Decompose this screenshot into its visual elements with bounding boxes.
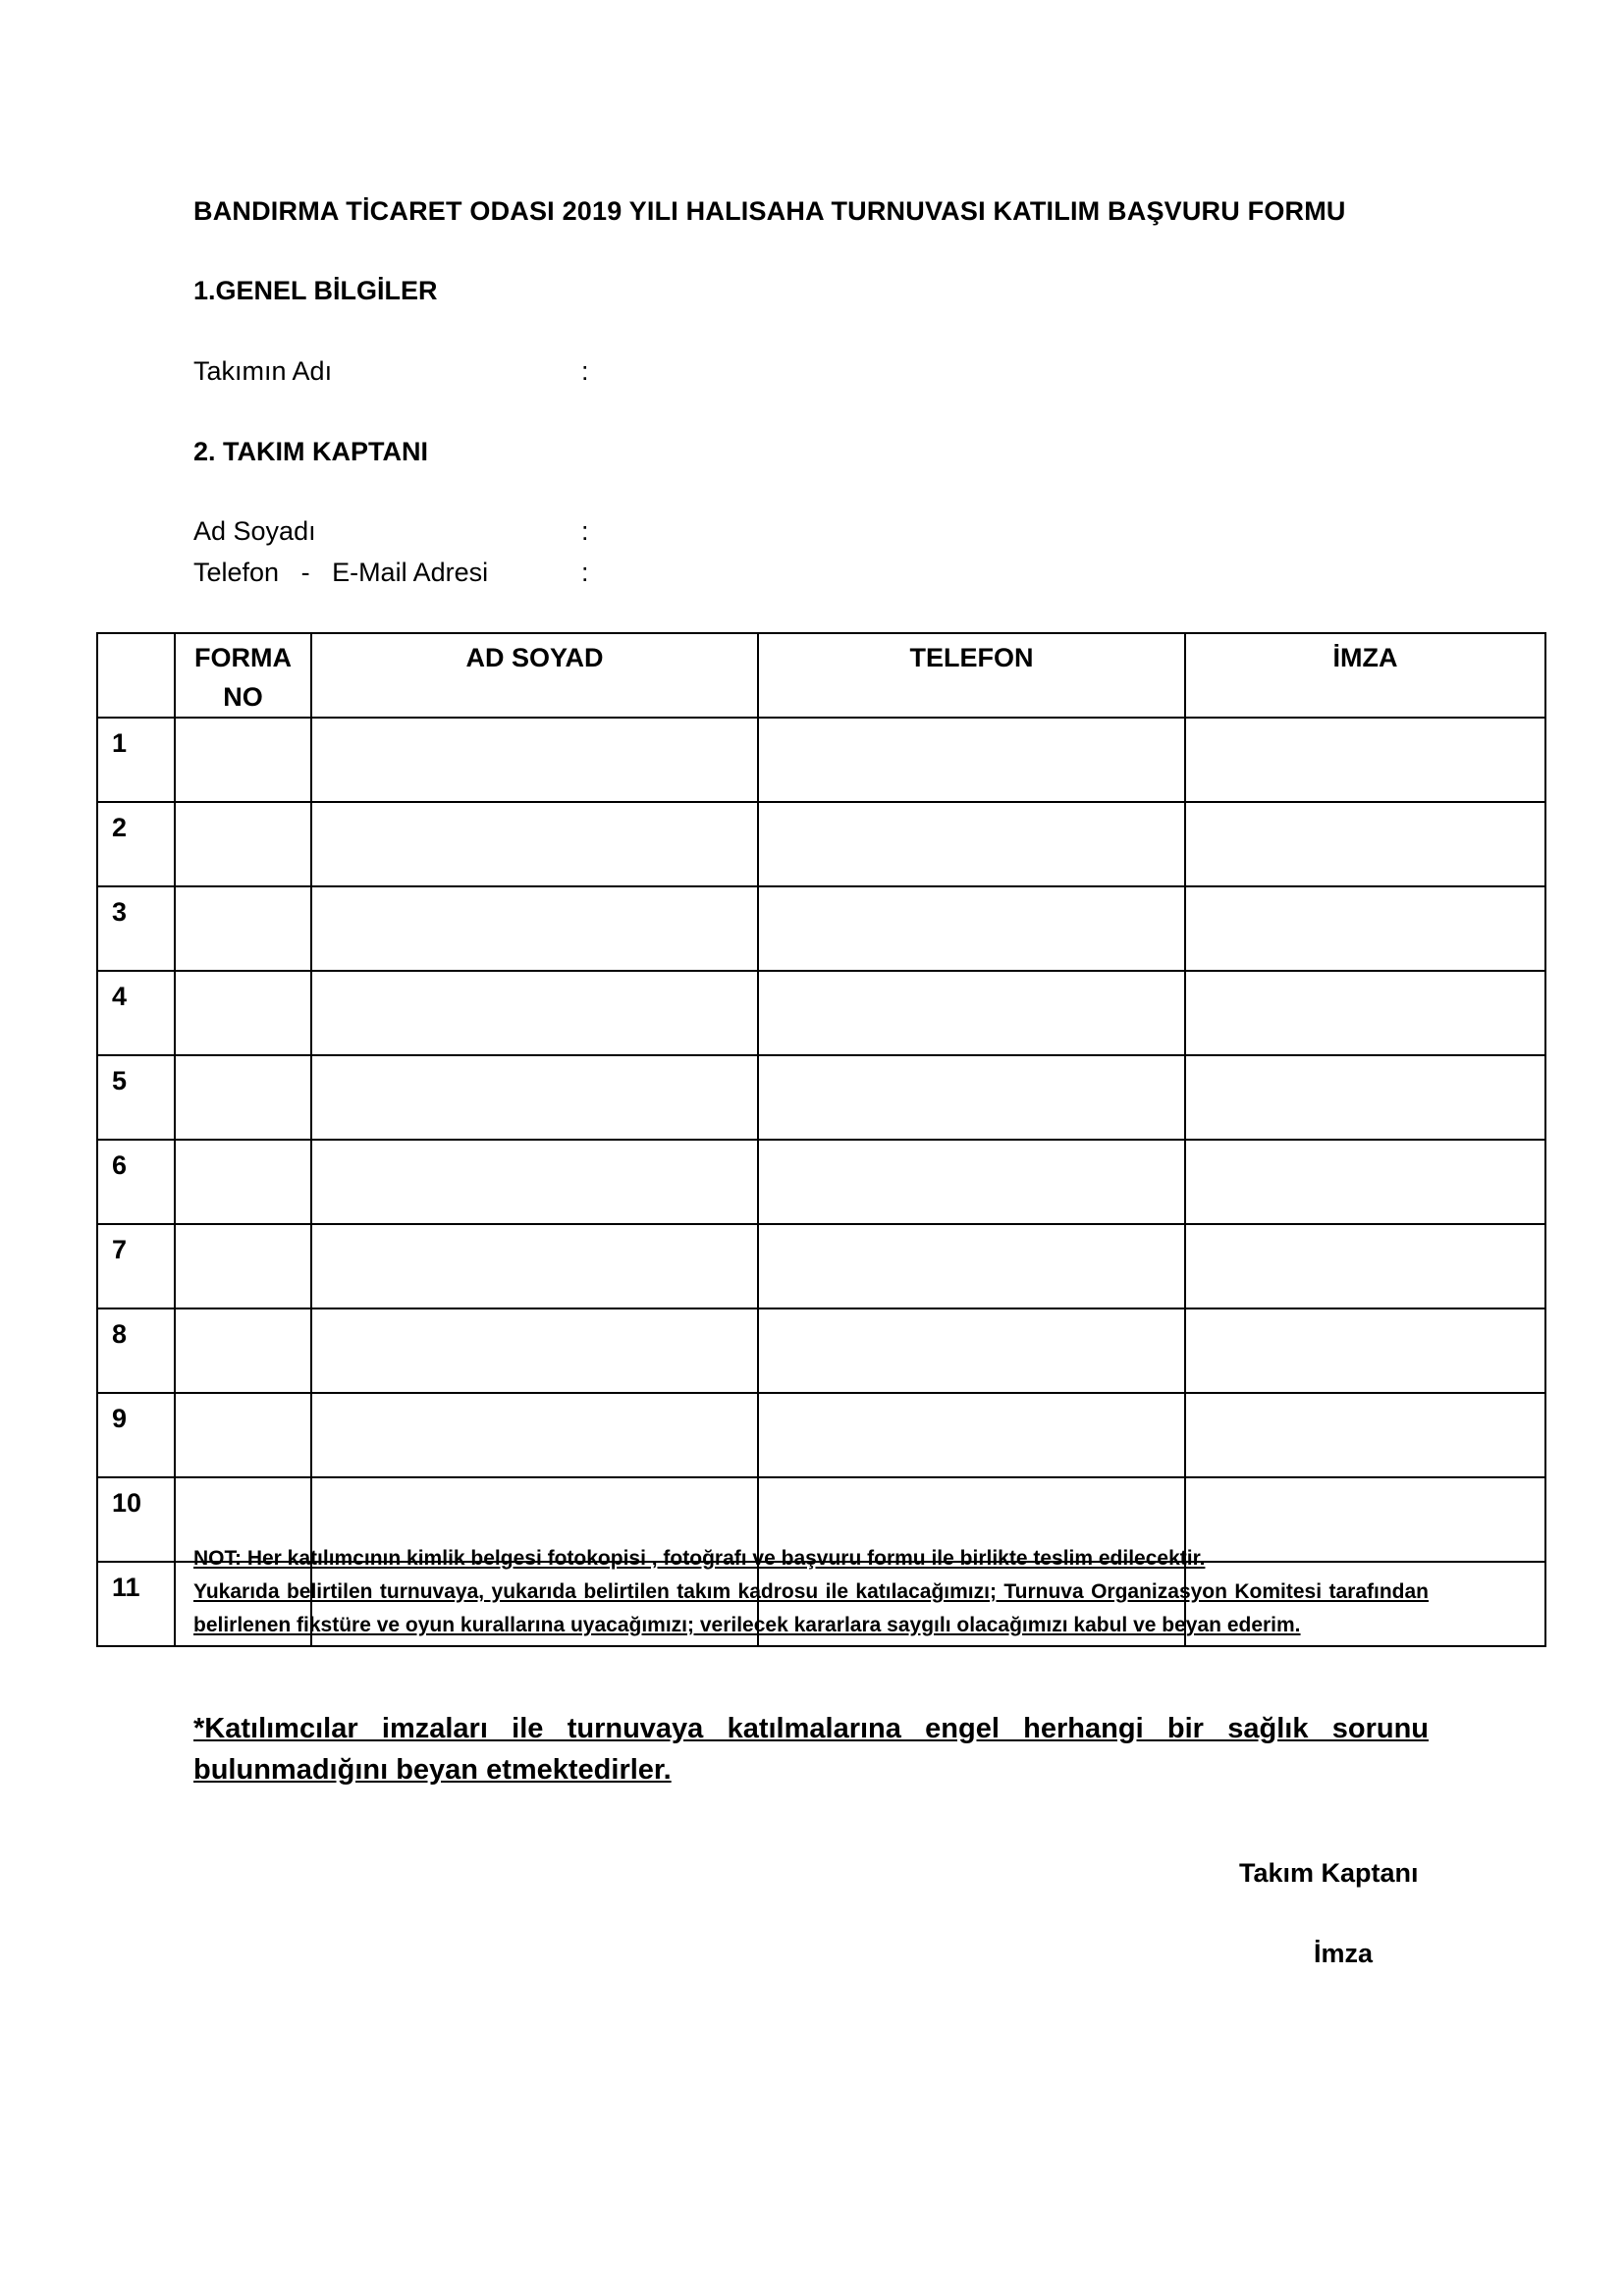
team-name-colon: :	[581, 356, 589, 386]
section-team-captain-heading: 2. TAKIM KAPTANI	[193, 437, 428, 466]
table-header-row	[97, 633, 1545, 718]
captain-contact-label: Telefon - E-Mail Adresi	[193, 558, 489, 587]
row-number: 4	[97, 971, 175, 1055]
row-number: 2	[97, 802, 175, 886]
jersey-number-cell[interactable]	[175, 1224, 311, 1308]
signature-cell[interactable]	[1185, 802, 1545, 886]
header-phone: TELEFON	[758, 633, 1185, 718]
signature-cell[interactable]	[1185, 971, 1545, 1055]
row-number: 6	[97, 1140, 175, 1224]
signature-cell[interactable]	[1185, 886, 1545, 971]
table-row	[97, 971, 1545, 1055]
header-signature: İMZA	[1185, 633, 1545, 718]
health-declaration: *Katılımcılar imzaları ile turnuvaya katılmalarına engel herhangi bir sağlık sorunu bulunmadığını beyan etmektedirler.	[193, 1713, 1429, 1786]
table-row	[97, 1393, 1545, 1477]
row-number: 7	[97, 1224, 175, 1308]
roster-table	[96, 632, 1546, 1647]
note-line-id-copy: NOT: Her katılımcının kimlik belgesi fotokopisi , fotoğrafı ve başvuru formu ile birlikte teslim edilecektir.	[193, 1547, 1206, 1570]
header-row-number	[97, 633, 175, 718]
captain-name-colon: :	[581, 516, 589, 546]
phone-cell[interactable]	[758, 718, 1185, 802]
phone-cell[interactable]	[758, 971, 1185, 1055]
row-number: 1	[97, 718, 175, 802]
row-number: 8	[97, 1308, 175, 1393]
phone-cell[interactable]	[758, 1224, 1185, 1308]
captain-name-label: Ad Soyadı	[193, 516, 316, 546]
captain-contact-colon: :	[581, 558, 589, 587]
phone-cell[interactable]	[758, 1140, 1185, 1224]
full-name-cell[interactable]	[311, 1308, 758, 1393]
phone-cell[interactable]	[758, 886, 1185, 971]
full-name-cell[interactable]	[311, 718, 758, 802]
full-name-cell[interactable]	[311, 971, 758, 1055]
note-commitment-text: Yukarıda belirtilen turnuvaya, yukarıda belirtilen takım kadrosu ile katılacağımızı; Turnuva Organizasyon Komitesi tarafından belirlenen fikstüre ve oyun kurallarına uyacağımızı; verilecek kararlara saygılı olacağımızı kabul ve beyan ederim.	[193, 1580, 1429, 1636]
jersey-number-cell[interactable]	[175, 1308, 311, 1393]
full-name-cell[interactable]	[311, 802, 758, 886]
full-name-cell[interactable]	[311, 1055, 758, 1140]
signature-cell[interactable]	[1185, 718, 1545, 802]
table-row	[97, 1224, 1545, 1308]
row-number: 9	[97, 1393, 175, 1477]
page-title: BANDIRMA TİCARET ODASI 2019 YILI HALISAHA TURNUVASI KATILIM BAŞVURU FORMU	[193, 196, 1346, 226]
row-number: 5	[97, 1055, 175, 1140]
header-jersey-number: FORMA NO	[175, 633, 311, 718]
table-row	[97, 886, 1545, 971]
team-captain-label: Takım Kaptanı	[1239, 1858, 1419, 1888]
jersey-number-cell[interactable]	[175, 886, 311, 971]
row-number: 11	[97, 1562, 175, 1646]
phone-cell[interactable]	[758, 1393, 1185, 1477]
header-full-name: AD SOYAD	[311, 633, 758, 718]
signature-cell[interactable]	[1185, 1055, 1545, 1140]
full-name-cell[interactable]	[311, 1224, 758, 1308]
phone-cell[interactable]	[758, 1308, 1185, 1393]
full-name-cell[interactable]	[311, 886, 758, 971]
phone-cell[interactable]	[758, 1055, 1185, 1140]
table-row	[97, 718, 1545, 802]
phone-cell[interactable]	[758, 802, 1185, 886]
full-name-cell[interactable]	[311, 1140, 758, 1224]
section-general-info-heading: 1.GENEL BİLGİLER	[193, 276, 438, 305]
note-block	[193, 1542, 1429, 1642]
signature-cell[interactable]	[1185, 1393, 1545, 1477]
signature-cell[interactable]	[1185, 1140, 1545, 1224]
signature-cell[interactable]	[1185, 1224, 1545, 1308]
table-row	[97, 1055, 1545, 1140]
jersey-number-cell[interactable]	[175, 1055, 311, 1140]
jersey-number-cell[interactable]	[175, 1140, 311, 1224]
full-name-cell[interactable]	[311, 1393, 758, 1477]
row-number: 3	[97, 886, 175, 971]
table-row	[97, 802, 1545, 886]
table-row	[97, 1140, 1545, 1224]
table-row	[97, 1308, 1545, 1393]
jersey-number-cell[interactable]	[175, 971, 311, 1055]
row-number: 10	[97, 1477, 175, 1562]
team-name-label: Takımın Adı	[193, 356, 333, 386]
jersey-number-cell[interactable]	[175, 1393, 311, 1477]
jersey-number-cell[interactable]	[175, 802, 311, 886]
signature-cell[interactable]	[1185, 1308, 1545, 1393]
jersey-number-cell[interactable]	[175, 718, 311, 802]
signature-label: İmza	[1314, 1939, 1374, 1968]
